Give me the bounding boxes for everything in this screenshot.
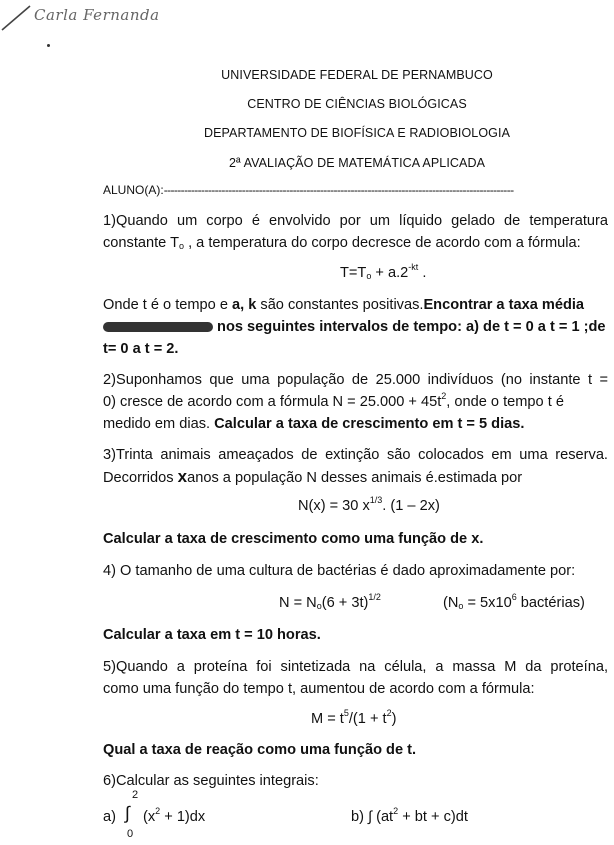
q4-line1: 4) O tamanho de uma cultura de bactérias é dado aproximadamente por:: [103, 563, 576, 579]
q4-formula: $N = N_o(6 + 3t)^{1/2}$: [279, 592, 381, 611]
q5-task: Qual a taxa de reação como uma função de t.: [103, 742, 417, 758]
student-blank: -------------------------------------------------------------------------------------------------------: [163, 183, 514, 197]
student-signature: Carla Fernanda: [34, 6, 160, 24]
university-title: UNIVERSIDADE FEDERAL DE PERNAMBUCO: [221, 68, 493, 82]
q1-formula: $T=T_o + a.2^{-kt}$ .: [340, 262, 427, 281]
department-title: DEPARTAMENTO DE BIOFÍSICA E RADIOBIOLOGIA: [203, 126, 511, 140]
q1-line5: t= 0 a t = 2.: [103, 341, 179, 357]
q5-formula: $M = t^5/(1 + t^2)$: [311, 708, 397, 727]
student-label: ALUNO(A):: [103, 183, 164, 197]
corrected-x: x: [177, 467, 188, 486]
q4-note: ($N_o = 5x10^6$ bactérias): [443, 592, 585, 611]
q2-line1: 2)Suponhamos que uma população de 25.000 indivíduos (no instante t =: [103, 372, 608, 388]
crossed-out-word: [103, 322, 213, 332]
q1-line2: constante $T_o$ , a temperatura do corpo decresce de acordo com a fórmula:: [103, 235, 581, 251]
exam-title: 2ª AVALIAÇÃO DE MATEMÁTICA APLICADA: [228, 156, 486, 170]
student-name-line: [103, 183, 533, 197]
integral-a-label: a): [103, 809, 116, 825]
q3-task: Calcular a taxa de crescimento como uma função de x.: [103, 531, 484, 547]
q5-line2: como uma função do tempo t, aumentou de acordo com a fórmula:: [103, 681, 535, 697]
integral-sign: ∫: [125, 803, 130, 823]
center-title: CENTRO DE CIÊNCIAS BIOLÓGICAS: [247, 97, 467, 111]
q1-line1: 1)Quando um corpo é envolvido por um líquido gelado de temperatura: [103, 213, 608, 229]
q2-line2: 0) cresce de acordo com a fórmula $N = 25.000 + 45t^2$, onde o tempo t é: [103, 391, 564, 410]
ink-dot: [47, 44, 50, 47]
integral-b-expression: b) ∫ ($at^2$ + bt + c)dt: [351, 806, 468, 825]
q2-line3: medido em dias. Calcular a taxa de crescimento em t = 5 dias.: [103, 416, 525, 432]
q6-line1: 6)Calcular as seguintes integrais:: [103, 773, 319, 789]
q1-line4: nos seguintes intervalos de tempo: a) de t = 0 a t = 1 ;de: [103, 316, 606, 338]
q5-line1: 5)Quando a proteína foi sintetizada na célula, a massa M da proteína,: [103, 659, 608, 675]
integral-upper-limit: 2: [132, 789, 139, 801]
q3-line2: Decorridos xanos a população N desses animais é.estimada por: [103, 467, 523, 486]
q3-line1: 3)Trinta animais ameaçados de extinção são colocados em uma reserva.: [103, 447, 608, 463]
integral-lower-limit: 0: [127, 828, 134, 840]
q4-task: Calcular a taxa em t = 10 horas.: [103, 627, 321, 643]
q1-line3: Onde t é o tempo e a, k são constantes positivas.Encontrar a taxa média: [103, 297, 585, 313]
q3-formula: N(x) = 30 $x^{1/3}$. (1 – 2x): [298, 495, 440, 514]
integral-a-expression: $(x^2 + 1)dx$: [143, 806, 206, 825]
